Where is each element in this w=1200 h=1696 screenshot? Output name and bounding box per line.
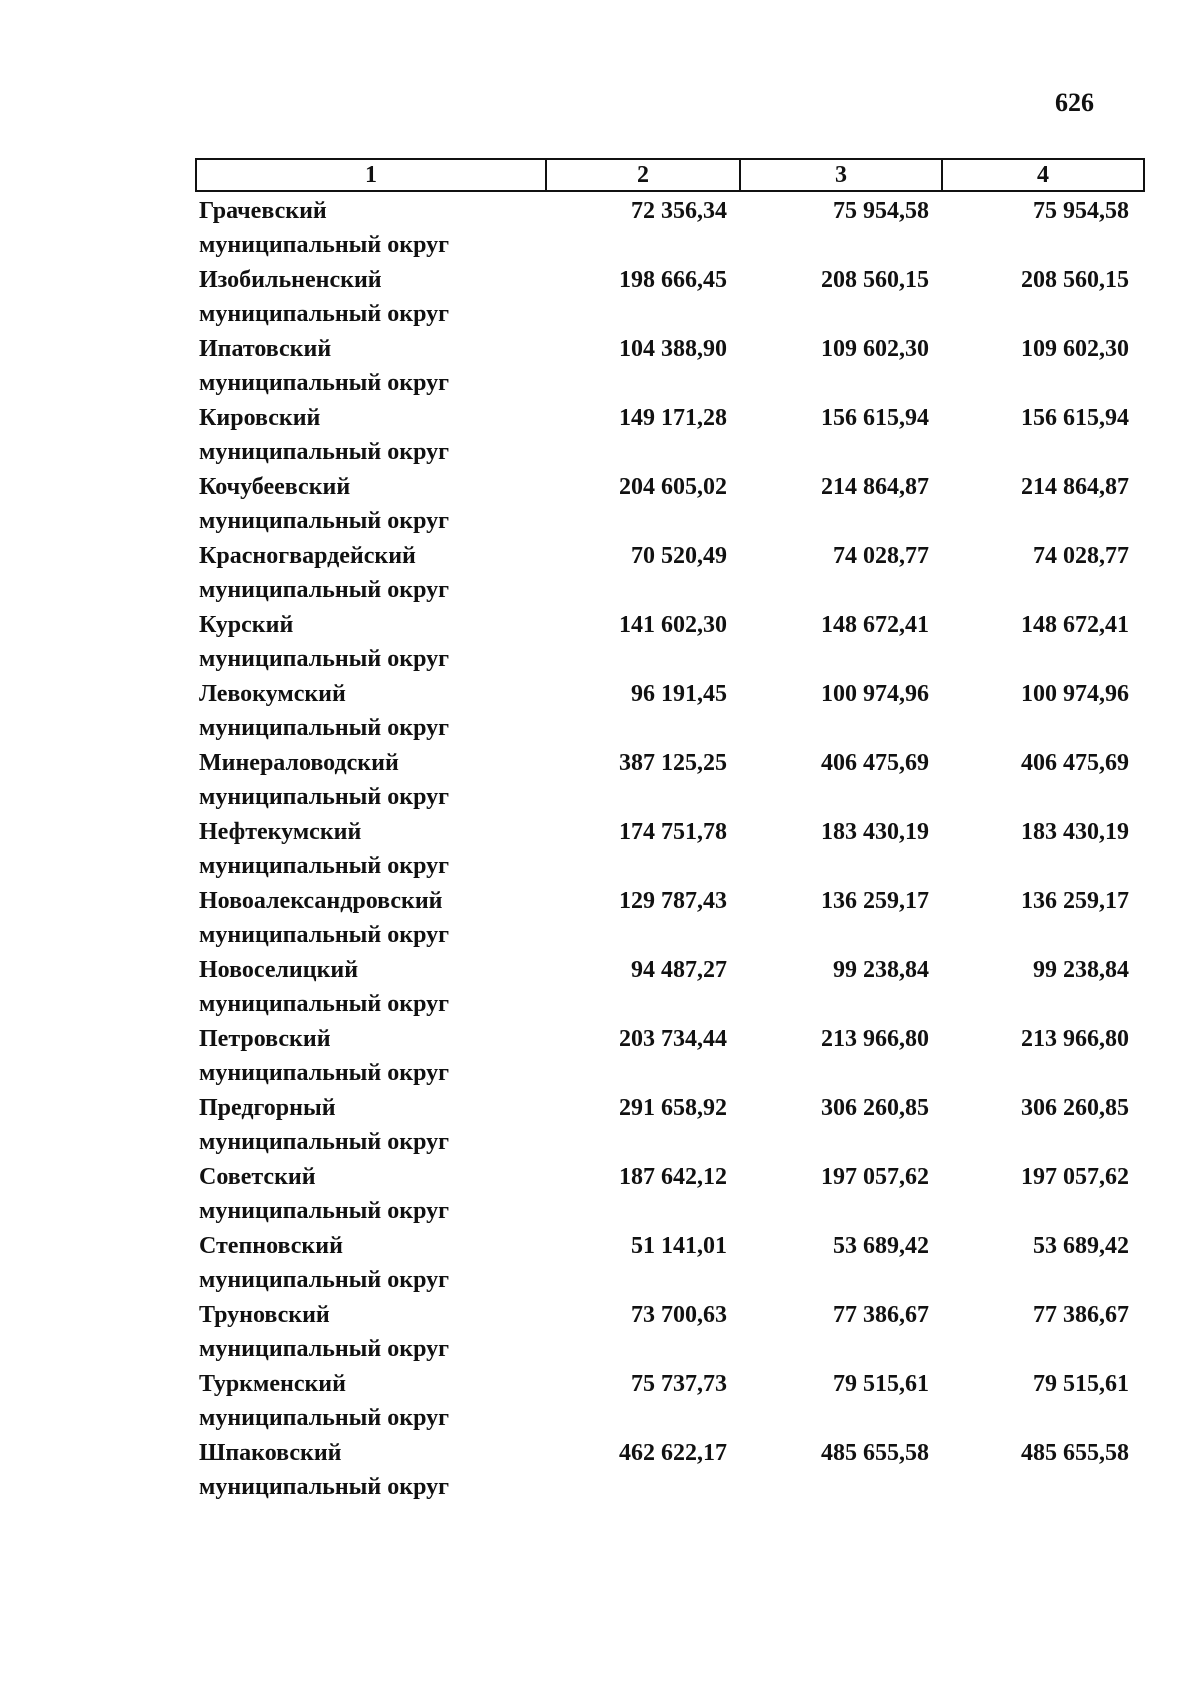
district-type: муниципальный округ — [199, 991, 450, 1017]
table-row — [195, 1020, 1145, 1089]
table-header-row — [195, 158, 1145, 192]
value-col-3: 208 560,15 — [821, 267, 929, 293]
district-name-cell — [195, 813, 545, 882]
value-col-3: 100 974,96 — [821, 681, 929, 707]
district-name-cell — [195, 1158, 545, 1227]
data-table — [195, 158, 1145, 1503]
district-name-cell — [195, 951, 545, 1020]
value-col-4: 208 560,15 — [1021, 267, 1129, 293]
value-col-3: 183 430,19 — [821, 819, 929, 845]
district-name: Новоселицкий — [199, 957, 359, 983]
district-name-cell — [195, 606, 545, 675]
table-row — [195, 1089, 1145, 1158]
column-header-1: 1 — [197, 160, 547, 190]
district-name-cell — [195, 1227, 545, 1296]
district-type: муниципальный округ — [199, 370, 450, 396]
district-name-cell — [195, 261, 545, 330]
value-col-2: 75 737,73 — [631, 1371, 727, 1397]
value-col-4: 79 515,61 — [1033, 1371, 1129, 1397]
table-row — [195, 882, 1145, 951]
district-name: Туркменский — [199, 1371, 346, 1397]
table-row — [195, 1365, 1145, 1434]
value-col-2: 149 171,28 — [619, 405, 727, 431]
district-type: муниципальный округ — [199, 715, 450, 741]
district-type: муниципальный округ — [199, 922, 450, 948]
district-name: Левокумский — [199, 681, 346, 707]
value-col-2: 96 191,45 — [631, 681, 727, 707]
table-row — [195, 399, 1145, 468]
district-name: Минераловодский — [199, 750, 399, 776]
value-col-2: 204 605,02 — [619, 474, 727, 500]
district-name: Красногвардейский — [199, 543, 416, 569]
value-col-2: 174 751,78 — [619, 819, 727, 845]
district-type: муниципальный округ — [199, 508, 450, 534]
district-name-cell — [195, 330, 545, 399]
value-col-3: 213 966,80 — [821, 1026, 929, 1052]
district-name-cell — [195, 1296, 545, 1365]
district-name: Грачевский — [199, 198, 327, 224]
value-col-3: 77 386,67 — [833, 1302, 929, 1328]
district-name: Новоалександровский — [199, 888, 443, 914]
value-col-2: 187 642,12 — [619, 1164, 727, 1190]
district-name-cell — [195, 537, 545, 606]
table-row — [195, 192, 1145, 261]
district-name-cell — [195, 192, 545, 261]
district-name-cell — [195, 1434, 545, 1503]
table-row — [195, 1434, 1145, 1503]
value-col-4: 406 475,69 — [1021, 750, 1129, 776]
district-type: муниципальный округ — [199, 439, 450, 465]
value-col-2: 94 487,27 — [631, 957, 727, 983]
value-col-4: 148 672,41 — [1021, 612, 1129, 638]
column-header-3: 3 — [741, 160, 943, 190]
district-type: муниципальный округ — [199, 784, 450, 810]
value-col-4: 100 974,96 — [1021, 681, 1129, 707]
value-col-3: 79 515,61 — [833, 1371, 929, 1397]
table-row — [195, 1227, 1145, 1296]
table-row — [195, 606, 1145, 675]
district-type: муниципальный округ — [199, 1267, 450, 1293]
value-col-2: 387 125,25 — [619, 750, 727, 776]
district-name: Нефтекумский — [199, 819, 362, 845]
value-col-2: 73 700,63 — [631, 1302, 727, 1328]
value-col-3: 74 028,77 — [833, 543, 929, 569]
district-name: Кировский — [199, 405, 321, 431]
value-col-4: 214 864,87 — [1021, 474, 1129, 500]
district-type: муниципальный округ — [199, 1474, 450, 1500]
table-row — [195, 261, 1145, 330]
district-type: муниципальный округ — [199, 577, 450, 603]
value-col-3: 99 238,84 — [833, 957, 929, 983]
district-name-cell — [195, 882, 545, 951]
column-header-4: 4 — [1037, 161, 1049, 188]
value-col-3: 214 864,87 — [821, 474, 929, 500]
table-row — [195, 1296, 1145, 1365]
district-name: Труновский — [199, 1302, 330, 1328]
district-name: Шпаковский — [199, 1440, 342, 1466]
value-col-2: 291 658,92 — [619, 1095, 727, 1121]
value-col-4: 213 966,80 — [1021, 1026, 1129, 1052]
district-type: муниципальный округ — [199, 853, 450, 879]
district-type: муниципальный округ — [199, 646, 450, 672]
district-type: муниципальный округ — [199, 1336, 450, 1362]
value-col-2: 104 388,90 — [619, 336, 727, 362]
value-col-2: 129 787,43 — [619, 888, 727, 914]
value-col-4: 197 057,62 — [1021, 1164, 1129, 1190]
value-col-4: 136 259,17 — [1021, 888, 1129, 914]
value-col-2: 70 520,49 — [631, 543, 727, 569]
district-type: муниципальный округ — [199, 301, 450, 327]
district-name: Ипатовский — [199, 336, 332, 362]
district-type: муниципальный округ — [199, 232, 450, 258]
value-col-2: 141 602,30 — [619, 612, 727, 638]
value-col-3: 75 954,58 — [833, 198, 929, 224]
district-name: Петровский — [199, 1026, 331, 1052]
district-name-cell — [195, 399, 545, 468]
table-row — [195, 813, 1145, 882]
district-type: муниципальный округ — [199, 1060, 450, 1086]
value-col-3: 53 689,42 — [833, 1233, 929, 1259]
district-name-cell — [195, 1020, 545, 1089]
value-col-3: 306 260,85 — [821, 1095, 929, 1121]
table-row — [195, 468, 1145, 537]
value-col-4: 183 430,19 — [1021, 819, 1129, 845]
district-type: муниципальный округ — [199, 1198, 450, 1224]
district-name-cell — [195, 1089, 545, 1158]
value-col-3: 148 672,41 — [821, 612, 929, 638]
table-row — [195, 744, 1145, 813]
district-name: Курский — [199, 612, 294, 638]
district-name: Советский — [199, 1164, 316, 1190]
table-row — [195, 1158, 1145, 1227]
value-col-4: 74 028,77 — [1033, 543, 1129, 569]
value-col-2: 72 356,34 — [631, 198, 727, 224]
value-col-4: 75 954,58 — [1033, 198, 1129, 224]
value-col-4: 156 615,94 — [1021, 405, 1129, 431]
value-col-4: 109 602,30 — [1021, 336, 1129, 362]
value-col-3: 197 057,62 — [821, 1164, 929, 1190]
district-name-cell — [195, 744, 545, 813]
value-col-3: 109 602,30 — [821, 336, 929, 362]
value-col-2: 462 622,17 — [619, 1440, 727, 1466]
value-col-4: 77 386,67 — [1033, 1302, 1129, 1328]
value-col-2: 203 734,44 — [619, 1026, 727, 1052]
district-name: Предгорный — [199, 1095, 336, 1121]
district-name-cell — [195, 675, 545, 744]
value-col-3: 136 259,17 — [821, 888, 929, 914]
value-col-4: 53 689,42 — [1033, 1233, 1129, 1259]
district-name: Степновский — [199, 1233, 343, 1259]
table-row — [195, 951, 1145, 1020]
value-col-3: 406 475,69 — [821, 750, 929, 776]
district-type: муниципальный округ — [199, 1405, 450, 1431]
table-row — [195, 537, 1145, 606]
value-col-4: 485 655,58 — [1021, 1440, 1129, 1466]
value-col-2: 198 666,45 — [619, 267, 727, 293]
value-col-3: 156 615,94 — [821, 405, 929, 431]
district-name-cell — [195, 1365, 545, 1434]
column-header-2: 2 — [547, 160, 741, 190]
value-col-2: 51 141,01 — [631, 1233, 727, 1259]
table-row — [195, 330, 1145, 399]
value-col-4: 99 238,84 — [1033, 957, 1129, 983]
district-name-cell — [195, 468, 545, 537]
district-name: Изобильненский — [199, 267, 382, 293]
district-type: муниципальный округ — [199, 1129, 450, 1155]
table-row — [195, 675, 1145, 744]
district-name: Кочубеевский — [199, 474, 351, 500]
table-body — [195, 192, 1145, 1503]
value-col-4: 306 260,85 — [1021, 1095, 1129, 1121]
page-number: 626 — [1055, 88, 1094, 117]
value-col-3: 485 655,58 — [821, 1440, 929, 1466]
